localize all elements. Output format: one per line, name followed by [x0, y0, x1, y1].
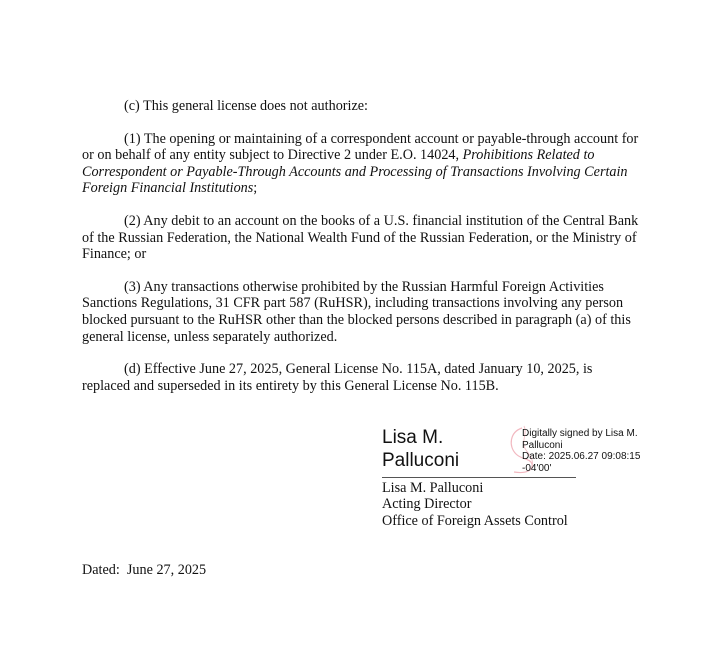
- digital-signature-timezone: -04'00': [522, 462, 552, 474]
- section-c-intro: (c) This general license does not authorize:: [124, 98, 368, 114]
- directive-title: Prohibitions Related to Correspondent or Payable-Through Accounts and Processing of Transactions Involving Certain Foreign Financial Institutions: [82, 147, 628, 197]
- signature-name-line-2: Palluconi: [382, 450, 460, 471]
- signatory-name: Lisa M. Palluconi: [382, 480, 484, 496]
- digital-signature-date: Date: 2025.06.27 09:08:15: [522, 451, 641, 462]
- digital-signature-details: [522, 428, 652, 474]
- signatory-details: [382, 480, 568, 529]
- dated-line: Dated: June 27, 2025: [82, 562, 207, 578]
- signatory-title: Acting Director: [382, 496, 472, 513]
- digital-signed-by-name: Palluconi: [522, 439, 563, 451]
- digital-signed-by: Digitally signed by Lisa M.: [522, 428, 638, 439]
- section-c-item-1: [82, 131, 642, 197]
- signatory-office: Office of Foreign Assets Control: [382, 512, 568, 529]
- item-1-suffix: ;: [253, 180, 258, 197]
- section-c-item-3: (3) Any transactions otherwise prohibited by the Russian Harmful Foreign Activities Sanctions Regulations, 31 CFR part 587 (RuHSR), including transactions involving any person blocked pursuant to the RuHSR other than the blocked persons described in paragraph (a) of this general license, unless separately authorized.: [82, 278, 631, 345]
- document-body: [82, 98, 642, 410]
- signature-name-line-1: Lisa M.: [382, 427, 444, 448]
- section-d: (d) Effective June 27, 2025, General License No. 115A, dated January 10, 2025, is replaced and superseded in its entirety by this General License No. 115B.: [82, 361, 593, 394]
- section-c-item-2: (2) Any debit to an account on the books of a U.S. financial institution of the Central Bank of the Russian Federation, the National Wealth Fund of the Russian Federation, or the Ministry of Finance; or: [82, 212, 639, 263]
- signature-line: [382, 477, 576, 478]
- digital-signature-name: [382, 426, 522, 472]
- item-1-text: (1) The opening or maintaining of a correspondent account or payable-through account for or on behalf of any entity subject to Directive 2 under E.O. 14024,: [82, 130, 639, 164]
